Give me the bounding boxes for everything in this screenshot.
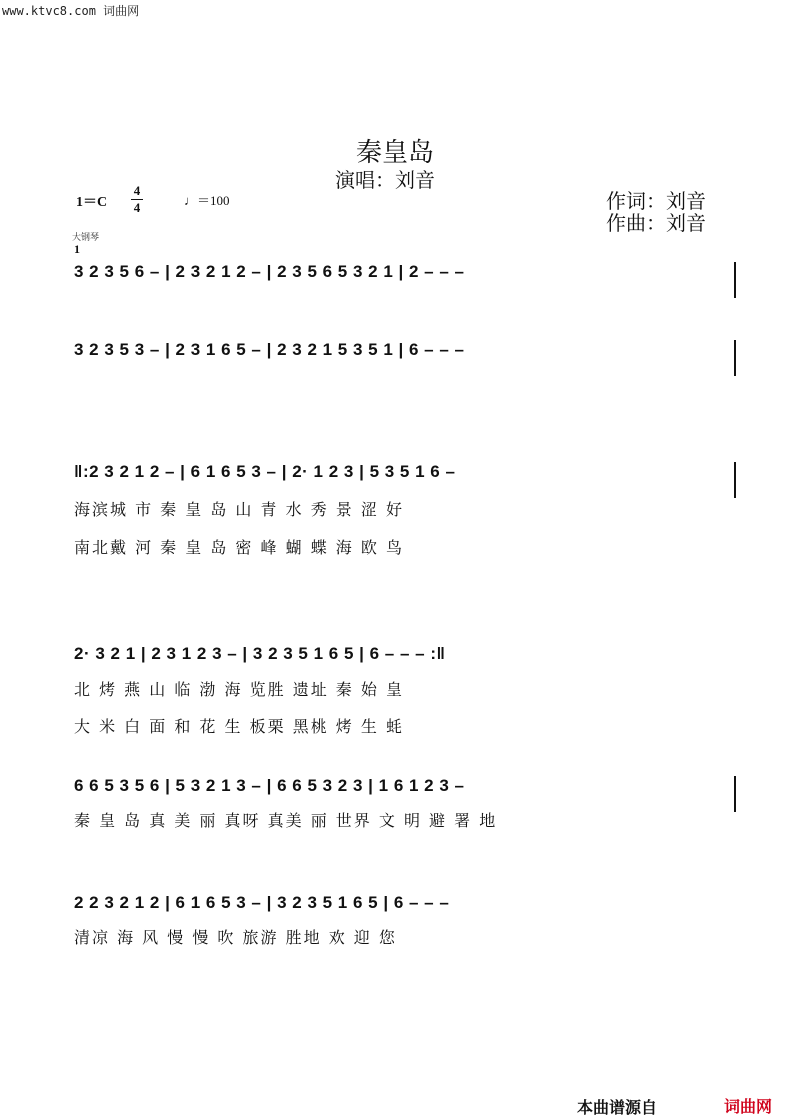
score-line-5: 6 6 5 3 5 6 | 5 3 2 1 3 – | 6 6 5 3 2 3 | 1 6 1 2 3 – <box>74 776 736 812</box>
lyric-line-3-verse-1: 海滨城 市 秦 皇 岛 山 青 水 秀 景 涩 好 <box>74 500 404 519</box>
key-signature: 1＝C <box>76 195 108 210</box>
lyric-line-4-verse-2: 大 米 白 面 和 花 生 板栗 黑桃 烤 生 蚝 <box>74 717 404 736</box>
score-line-4: 2· 3 2 1 | 2 3 1 2 3 – | 3 2 3 5 1 6 5 | 6 – – – :‖ <box>74 644 446 663</box>
score-line-2: 3 2 3 5 3 – | 2 3 1 6 5 – | 2 3 2 1 5 3 5 1 | 6 – – – <box>74 340 736 376</box>
credits-block <box>606 190 706 234</box>
lyric-line-5: 秦 皇 岛 真 美 丽 真呀 真美 丽 世界 文 明 避 署 地 <box>74 811 498 830</box>
score-line-1: 3 2 3 5 6 – | 2 3 2 1 2 – | 2 3 5 6 5 3 2 1 | 2 – – – <box>74 262 736 298</box>
song-title: 秦皇岛 <box>355 138 434 168</box>
lyricist-credit: 作词：刘音 <box>606 189 706 213</box>
composer-credit: 作曲：刘音 <box>606 211 706 235</box>
footer-source: 本曲谱源自 <box>577 1098 658 1117</box>
time-signature <box>131 184 143 215</box>
time-signature-top: 4 <box>133 183 141 198</box>
tempo-marking: ♩＝100 <box>184 193 230 208</box>
singer-credit: 演唱：刘音 <box>335 168 435 192</box>
score-line-3: ‖:2 3 2 1 2 – | 6 1 6 5 3 – | 2· 1 2 3 | 5 3 5 1 6 – <box>74 462 736 498</box>
lyric-line-6: 清凉 海 风 慢 慢 吹 旅游 胜地 欢 迎 您 <box>74 928 397 947</box>
time-signature-bottom: 4 <box>133 200 141 215</box>
lyric-line-4-verse-1: 北 烤 燕 山 临 渤 海 览胜 遗址 秦 始 皇 <box>74 680 404 699</box>
score-line-6: 2 2 3 2 1 2 | 6 1 6 5 3 – | 3 2 3 5 1 6 5 | 6 – – – <box>74 893 450 912</box>
instrument-number: 1 <box>74 242 80 256</box>
footer-logo: 词曲网 <box>724 1097 773 1116</box>
site-watermark: www.ktvc8.com 词曲网 <box>2 4 140 18</box>
instrument-label: 大钢琴 <box>72 233 100 243</box>
lyric-line-3-verse-2: 南北戴 河 秦 皇 岛 密 峰 蝴 蝶 海 欧 鸟 <box>74 538 404 557</box>
